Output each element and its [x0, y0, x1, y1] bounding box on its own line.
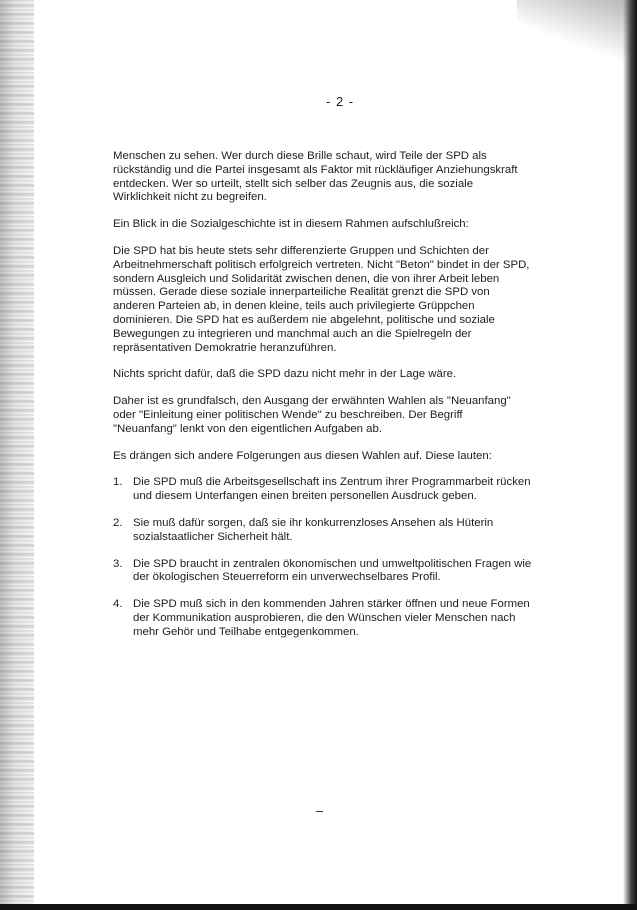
list-item: [113, 558, 533, 586]
list-item-text: Sie muß dafür sorgen, daß sie ihr konkurrenzloses Ansehen als Hüterin sozialstaatlicher Sicherheit hält.: [133, 516, 494, 543]
list-item-number: 3.: [113, 557, 123, 570]
paragraph-neuanfang: Daher ist es grundfalsch, den Ausgang der erwähnten Wahlen als "Neuanfang" oder "Einleitung einer politischen Wende" zu beschreiben. Der Begriff "Neuanfang" lenkt von den eigentlichen Aufgaben ab.: [113, 395, 511, 435]
list-item: [113, 476, 533, 504]
conclusions-list: [113, 476, 533, 639]
scan-edge-bottom: [0, 904, 637, 910]
scan-shadow-top-right: [517, 0, 637, 70]
scan-shadow-left: [0, 0, 34, 910]
page-number: - 2 -: [326, 94, 355, 109]
paragraph-social-history: Ein Blick in die Sozialgeschichte ist in diesem Rahmen aufschlußreich:: [113, 218, 469, 231]
list-item-text: Die SPD muß sich in den kommenden Jahren stärker öffnen und neue Formen der Kommunikation ausprobieren, die den Wünschen vieler Menschen nach mehr Gehör und Teilhabe entgegenkommen.: [133, 598, 530, 638]
paragraph-conclusions-intro: Es drängen sich andere Folgerungen aus diesen Wahlen auf. Diese lauten:: [113, 449, 492, 462]
document-body: [113, 150, 533, 653]
list-item: [113, 517, 533, 545]
paragraph-nothing-speaks: Nichts spricht dafür, daß die SPD dazu nicht mehr in der Lage wäre.: [113, 368, 457, 381]
list-item-text: Die SPD muß die Arbeitsgesellschaft ins Zentrum ihrer Programmarbeit rücken und diesem Unterfangen einen breiten personellen Ausdruck geben.: [133, 476, 531, 503]
list-item-number: 1.: [113, 476, 123, 489]
paragraph-continuation: Menschen zu sehen. Wer durch diese Brille schaut, wird Teile der SPD als rückständig und die Partei insgesamt als Faktor mit rückläufiger Anziehungskraft entdecken. Wer so urteilt, stellt sich selber das Zeugnis aus, die soziale Wirklichkeit nicht zu begreifen.: [113, 150, 518, 204]
list-item-number: 2.: [113, 516, 123, 529]
paragraph-spd-history: Die SPD hat bis heute stets sehr differenzierte Gruppen und Schichten der Arbeitnehmerschaft politisch erfolgreich vertreten. Nicht "Beton" bindet in der SPD, sondern Ausgleich und Solidarität zwischen denen, die von ihrer Arbeit leben müssen. Gerade diese soziale innerparteiliche Realität grenzt die SPD von anderen Parteien ab, in denen kleine, teils auch privilegierte Grüppchen dominieren. Die SPD hat es außerdem nie abgelehnt, politische und soziale Bewegungen zu integrieren und manchmal auch an die Spielregeln der repräsentativen Demokratrie heranzuführen.: [113, 244, 530, 354]
list-item-text: Die SPD braucht in zentralen ökonomischen und umweltpolitischen Fragen wie der ökologischen Steuerreform ein unverwechselbares Profil.: [133, 557, 532, 584]
scan-shadow-right: [623, 0, 637, 910]
footer-dash-mark: [316, 811, 323, 812]
list-item: [113, 598, 533, 639]
list-item-number: 4.: [113, 598, 123, 611]
